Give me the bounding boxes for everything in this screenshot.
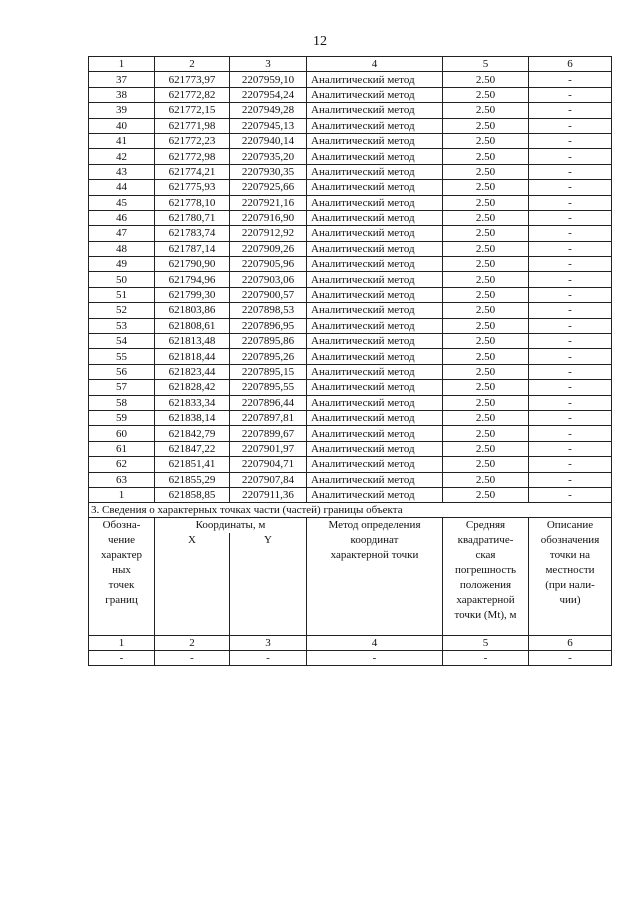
section-number-row: [89, 636, 612, 651]
table-cell: -: [529, 87, 612, 102]
table-cell: -: [529, 457, 612, 472]
method-cell: Аналитический метод: [307, 380, 443, 395]
table-cell: -: [529, 226, 612, 241]
table-cell: 2.50: [443, 380, 529, 395]
method-cell: Аналитический метод: [307, 226, 443, 241]
section-header-row: [89, 518, 612, 534]
table-cell: 2207901,97: [230, 441, 307, 456]
table-cell: 621813,48: [155, 334, 230, 349]
table-cell: 621772,98: [155, 149, 230, 164]
table-cell: 621847,22: [155, 441, 230, 456]
method-cell: Аналитический метод: [307, 426, 443, 441]
table-row: [89, 457, 612, 472]
header-number-row: [89, 57, 612, 72]
table-cell: 621772,23: [155, 133, 230, 148]
table-cell: 2207903,06: [230, 272, 307, 287]
table-cell: 2207904,71: [230, 457, 307, 472]
table-cell: 56: [89, 364, 155, 379]
table-row: [89, 441, 612, 456]
table-cell: 621851,41: [155, 457, 230, 472]
column-number: 3: [230, 636, 307, 651]
table-row: [89, 380, 612, 395]
method-cell: Аналитический метод: [307, 272, 443, 287]
table-cell: 40: [89, 118, 155, 133]
table-row: [89, 210, 612, 225]
empty-cell: -: [89, 651, 155, 666]
table-cell: 59: [89, 410, 155, 425]
table-cell: -: [529, 103, 612, 118]
table-row: [89, 426, 612, 441]
table-cell: 1: [89, 487, 155, 502]
table-cell: 52: [89, 303, 155, 318]
x-header: X: [155, 533, 230, 636]
table-row: [89, 118, 612, 133]
method-cell: Аналитический метод: [307, 210, 443, 225]
table-cell: 2207895,55: [230, 380, 307, 395]
table-row: [89, 410, 612, 425]
empty-cell: -: [443, 651, 529, 666]
table-cell: 2207899,67: [230, 426, 307, 441]
table-cell: 2.50: [443, 103, 529, 118]
method-cell: Аналитический метод: [307, 195, 443, 210]
method-cell: Аналитический метод: [307, 180, 443, 195]
table-cell: -: [529, 195, 612, 210]
column-number: 2: [155, 636, 230, 651]
table-cell: -: [529, 364, 612, 379]
method-cell: Аналитический метод: [307, 164, 443, 179]
table-cell: 48: [89, 241, 155, 256]
method-cell: Аналитический метод: [307, 410, 443, 425]
method-cell: Аналитический метод: [307, 241, 443, 256]
column-number: 1: [89, 636, 155, 651]
table-row: [89, 287, 612, 302]
table-cell: 621808,61: [155, 318, 230, 333]
table-cell: 2207905,96: [230, 257, 307, 272]
method-cell: Аналитический метод: [307, 349, 443, 364]
method-cell: Аналитический метод: [307, 472, 443, 487]
table-cell: 2207949,28: [230, 103, 307, 118]
table-cell: 39: [89, 103, 155, 118]
column-number: 2: [155, 57, 230, 72]
table-cell: 2.50: [443, 272, 529, 287]
table-cell: 2207895,26: [230, 349, 307, 364]
table-cell: 2.50: [443, 349, 529, 364]
table-cell: -: [529, 241, 612, 256]
method-header: Метод определения координат характерной точки: [307, 518, 443, 636]
table-cell: 2207935,20: [230, 149, 307, 164]
table-cell: 621780,71: [155, 210, 230, 225]
y-header: Y: [230, 533, 307, 636]
empty-cell: -: [307, 651, 443, 666]
method-cell: Аналитический метод: [307, 72, 443, 87]
table-cell: 2207900,57: [230, 287, 307, 302]
method-cell: Аналитический метод: [307, 395, 443, 410]
table-cell: 54: [89, 334, 155, 349]
method-cell: Аналитический метод: [307, 441, 443, 456]
table-cell: 2.50: [443, 318, 529, 333]
table-cell: 2207896,95: [230, 318, 307, 333]
table-cell: 47: [89, 226, 155, 241]
table-row: [89, 349, 612, 364]
column-number: 6: [529, 57, 612, 72]
table-cell: 2.50: [443, 164, 529, 179]
table-cell: 621823,44: [155, 364, 230, 379]
table-cell: -: [529, 210, 612, 225]
table-cell: -: [529, 272, 612, 287]
table-cell: 62: [89, 457, 155, 472]
empty-cell: -: [155, 651, 230, 666]
table-cell: -: [529, 487, 612, 502]
table-cell: 2207916,90: [230, 210, 307, 225]
method-cell: Аналитический метод: [307, 103, 443, 118]
table-cell: 2.50: [443, 472, 529, 487]
table-cell: 621787,14: [155, 241, 230, 256]
method-cell: Аналитический метод: [307, 118, 443, 133]
table-cell: 621858,85: [155, 487, 230, 502]
table-cell: 2207945,13: [230, 118, 307, 133]
table-cell: -: [529, 118, 612, 133]
table-row: [89, 72, 612, 87]
table-row: [89, 103, 612, 118]
section-empty-row: [89, 651, 612, 666]
table-cell: 2.50: [443, 364, 529, 379]
table-cell: 621799,30: [155, 287, 230, 302]
table-cell: 2.50: [443, 287, 529, 302]
table-cell: 2.50: [443, 441, 529, 456]
table-cell: -: [529, 72, 612, 87]
table-cell: 621842,79: [155, 426, 230, 441]
table-row: [89, 318, 612, 333]
method-cell: Аналитический метод: [307, 318, 443, 333]
table-cell: 2.50: [443, 210, 529, 225]
table-cell: 45: [89, 195, 155, 210]
table-cell: 44: [89, 180, 155, 195]
table-cell: 2207912,92: [230, 226, 307, 241]
table-cell: 2.50: [443, 149, 529, 164]
table-cell: -: [529, 472, 612, 487]
column-number: 5: [443, 636, 529, 651]
column-number: 1: [89, 57, 155, 72]
table-row: [89, 164, 612, 179]
table-cell: 2207909,26: [230, 241, 307, 256]
table-cell: -: [529, 380, 612, 395]
table-cell: 2207921,16: [230, 195, 307, 210]
point-designation-header: Обозна- чение характер ных точек границ: [89, 518, 155, 636]
table-cell: 2.50: [443, 118, 529, 133]
table-row: [89, 180, 612, 195]
table-cell: -: [529, 257, 612, 272]
table-cell: 2.50: [443, 195, 529, 210]
table-row: [89, 303, 612, 318]
table-cell: -: [529, 303, 612, 318]
column-number: 5: [443, 57, 529, 72]
table-cell: 2.50: [443, 395, 529, 410]
method-cell: Аналитический метод: [307, 133, 443, 148]
section-title: 3. Сведения о характерных точках части (частей) границы объекта: [89, 503, 612, 518]
table-cell: 41: [89, 133, 155, 148]
table-row: [89, 133, 612, 148]
table-cell: 621775,93: [155, 180, 230, 195]
table-cell: 2.50: [443, 426, 529, 441]
table-row: [89, 257, 612, 272]
table-cell: -: [529, 410, 612, 425]
table-row: [89, 149, 612, 164]
method-cell: Аналитический метод: [307, 364, 443, 379]
table-cell: -: [529, 318, 612, 333]
table-cell: 2207898,53: [230, 303, 307, 318]
table-cell: 49: [89, 257, 155, 272]
table-cell: 53: [89, 318, 155, 333]
table-cell: 46: [89, 210, 155, 225]
description-header: Описание обозначения точки на местности (при нали- чии): [529, 518, 612, 636]
table-cell: 621772,82: [155, 87, 230, 102]
table-cell: 2.50: [443, 226, 529, 241]
method-cell: Аналитический метод: [307, 303, 443, 318]
method-cell: Аналитический метод: [307, 149, 443, 164]
table-row: [89, 334, 612, 349]
table-cell: 621783,74: [155, 226, 230, 241]
table-cell: 63: [89, 472, 155, 487]
column-number: 6: [529, 636, 612, 651]
accuracy-header: Средняя квадратиче- ская погрешность положения характерной точки (Mt), м: [443, 518, 529, 636]
table-cell: 55: [89, 349, 155, 364]
coordinates-header: Координаты, м: [155, 518, 307, 534]
table-cell: -: [529, 287, 612, 302]
table-cell: 2207897,81: [230, 410, 307, 425]
table-cell: 621838,14: [155, 410, 230, 425]
table-cell: 621828,42: [155, 380, 230, 395]
table-cell: 621855,29: [155, 472, 230, 487]
table-cell: -: [529, 149, 612, 164]
table-cell: 57: [89, 380, 155, 395]
page-number: 12: [313, 34, 327, 49]
column-number: 4: [307, 636, 443, 651]
table-cell: 58: [89, 395, 155, 410]
table-cell: 621772,15: [155, 103, 230, 118]
table-cell: 2207925,66: [230, 180, 307, 195]
table-cell: 42: [89, 149, 155, 164]
empty-cell: -: [529, 651, 612, 666]
table-cell: 2.50: [443, 257, 529, 272]
table-row: [89, 395, 612, 410]
table-cell: 621778,10: [155, 195, 230, 210]
table-cell: 2207907,84: [230, 472, 307, 487]
method-cell: Аналитический метод: [307, 457, 443, 472]
table-cell: 2.50: [443, 334, 529, 349]
table-cell: -: [529, 441, 612, 456]
table-cell: 2207959,10: [230, 72, 307, 87]
empty-cell: -: [230, 651, 307, 666]
column-number: 3: [230, 57, 307, 72]
table-cell: 2.50: [443, 410, 529, 425]
table-cell: 2207895,15: [230, 364, 307, 379]
table-cell: 2.50: [443, 303, 529, 318]
table-cell: 2.50: [443, 487, 529, 502]
table-cell: 38: [89, 87, 155, 102]
table-cell: 621790,90: [155, 257, 230, 272]
table-row: [89, 195, 612, 210]
table-cell: 2.50: [443, 457, 529, 472]
column-number: 4: [307, 57, 443, 72]
table-cell: 621818,44: [155, 349, 230, 364]
table-row: [89, 226, 612, 241]
table-cell: 2.50: [443, 180, 529, 195]
table-row: [89, 272, 612, 287]
table-cell: -: [529, 164, 612, 179]
table-cell: 2207940,14: [230, 133, 307, 148]
table-cell: 51: [89, 287, 155, 302]
table-cell: 50: [89, 272, 155, 287]
method-cell: Аналитический метод: [307, 257, 443, 272]
table-cell: 2.50: [443, 133, 529, 148]
table-cell: 621771,98: [155, 118, 230, 133]
table-cell: 2.50: [443, 72, 529, 87]
table-cell: 2207930,35: [230, 164, 307, 179]
table-row: [89, 472, 612, 487]
method-cell: Аналитический метод: [307, 334, 443, 349]
table-cell: 621833,34: [155, 395, 230, 410]
table-cell: 2.50: [443, 87, 529, 102]
table-cell: -: [529, 334, 612, 349]
table-cell: 60: [89, 426, 155, 441]
table-cell: -: [529, 426, 612, 441]
section-title-row: [89, 503, 612, 518]
table-cell: -: [529, 133, 612, 148]
table-row: [89, 87, 612, 102]
table-cell: 43: [89, 164, 155, 179]
table-row: [89, 487, 612, 502]
method-cell: Аналитический метод: [307, 87, 443, 102]
table-cell: 2207895,86: [230, 334, 307, 349]
table-cell: -: [529, 349, 612, 364]
coordinates-table: [88, 56, 612, 666]
table-cell: 2207954,24: [230, 87, 307, 102]
method-cell: Аналитический метод: [307, 287, 443, 302]
table-cell: 621774,21: [155, 164, 230, 179]
table-cell: 621803,86: [155, 303, 230, 318]
table-row: [89, 364, 612, 379]
table-cell: 621773,97: [155, 72, 230, 87]
table-cell: -: [529, 180, 612, 195]
table-cell: -: [529, 395, 612, 410]
table-cell: 2207896,44: [230, 395, 307, 410]
table-cell: 2207911,36: [230, 487, 307, 502]
method-cell: Аналитический метод: [307, 487, 443, 502]
table-cell: 37: [89, 72, 155, 87]
table-cell: 2.50: [443, 241, 529, 256]
table-cell: 621794,96: [155, 272, 230, 287]
table-cell: 61: [89, 441, 155, 456]
table-row: [89, 241, 612, 256]
